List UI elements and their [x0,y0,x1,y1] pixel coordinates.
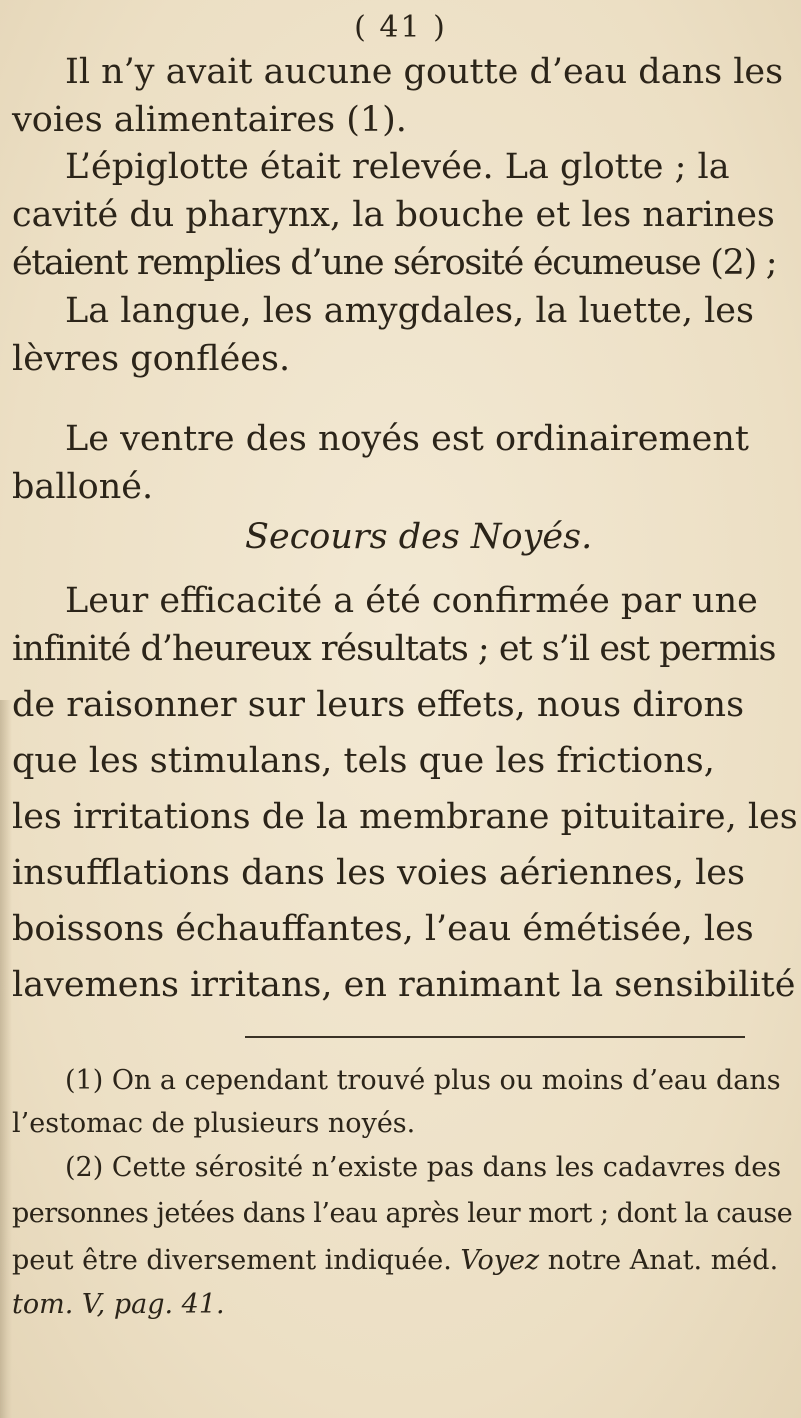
footnote-2: (2) Cette sérosité n’existe pas dans les cadavres des [65,1152,782,1183]
footnote-italic-text: Voyez [460,1245,540,1276]
section-line: insufflations dans les voies aériennes, les [12,853,745,893]
section-line: de raisonner sur leurs effets, nous dirons [12,685,745,725]
section-line: que les stimulans, tels que les frictions, [12,741,715,781]
section-heading: Secours des Noyés. [245,517,593,557]
footnote-1-cont: l’estomac de plusieurs noyés. [12,1108,416,1139]
footnote-divider [245,1036,745,1038]
body-line: Il n’y avait aucune goutte d’eau dans les [65,52,784,92]
footnote-2-cont [12,1243,778,1279]
footnote-1: (1) On a cependant trouvé plus ou moins d’eau dans [65,1065,781,1096]
body-line: voies alimentaires (1). [12,100,407,140]
footnote-2-cont: personnes jetées dans l’eau après leur mort ; dont la cause [12,1198,793,1229]
section-line: infinité d’heureux résultats ; et s’il est permis [12,629,776,669]
footnote-text: peut être diversement indiquée. [12,1245,461,1276]
body-line: balloné. [12,467,154,507]
footnote-text: notre Anat. méd. [539,1245,779,1276]
footnote-2-reference: tom. V, pag. 41. [12,1289,225,1320]
section-line: boissons échauffantes, l’eau émétisée, les [12,909,754,949]
body-line: La langue, les amygdales, la luette, les [65,291,754,331]
body-line: cavité du pharynx, la bouche et les narines [12,195,775,235]
body-line: Le ventre des noyés est ordinairement [65,419,749,459]
body-line: lèvres gonflées. [12,339,291,379]
section-line: Leur efficacité a été confirmée par une [65,581,758,621]
section-line: les irritations de la membrane pituitaire, les [12,797,798,837]
page-number-header: ( 41 ) [354,10,447,45]
body-line: étaient remplies d’une sérosité écumeuse (2) ; [12,243,777,283]
section-line: lavemens irritans, en ranimant la sensibilité [12,965,796,1005]
body-line: L’épiglotte était relevée. La glotte ; la [65,147,730,187]
page-edge-shadow [0,700,12,1418]
